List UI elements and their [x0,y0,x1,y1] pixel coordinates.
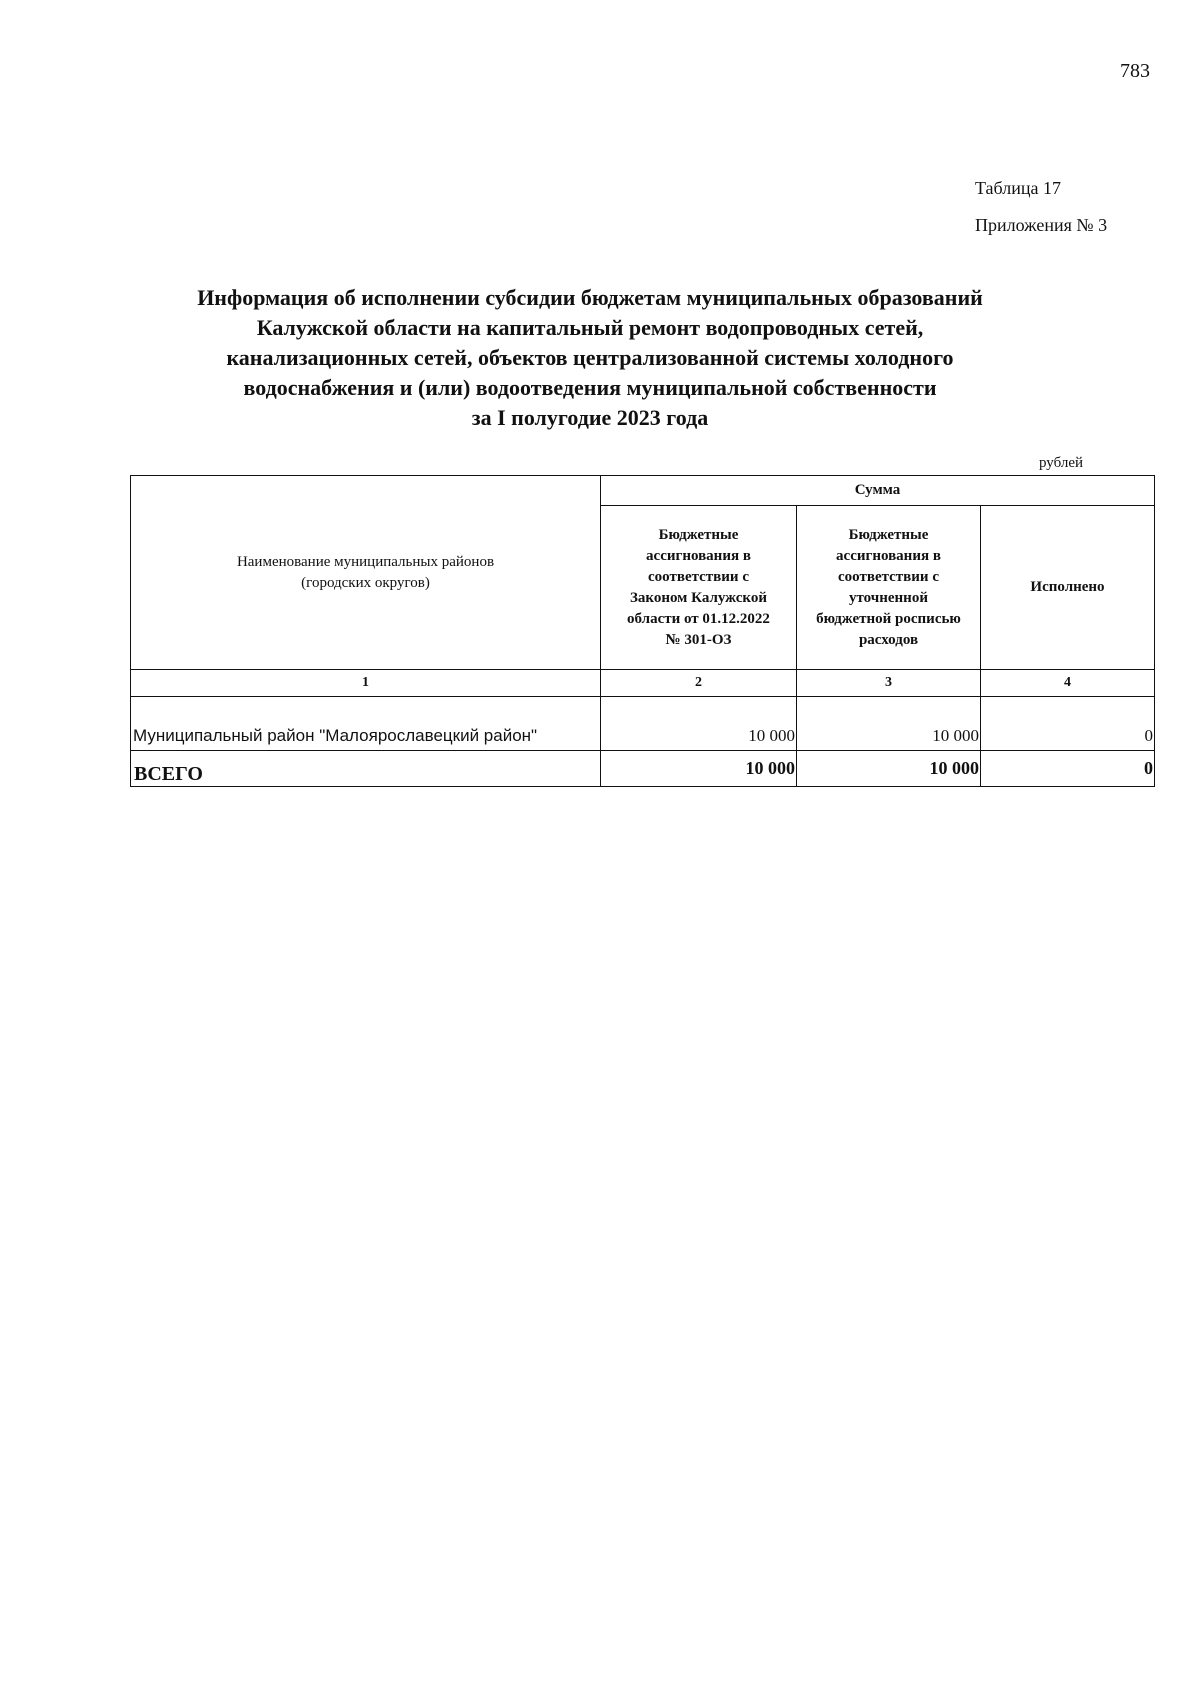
header-line: ассигнования в [836,547,941,564]
units-label: рублей [1039,455,1084,471]
total-label: ВСЕГО [131,751,601,787]
header-line: расходов [858,631,919,648]
header-line: Законом Калужской [629,589,768,606]
header-col-law-allocations [601,506,797,670]
header-line: соответствии с [648,568,749,585]
column-number: 1 [131,670,601,697]
table-row [131,697,1155,751]
header-line: соответствии с [838,568,939,585]
column-number: 3 [797,670,981,697]
header-group-sum: Сумма [601,476,1155,506]
header-name-line: (городских округов) [301,574,430,591]
document-title [130,283,1050,433]
executed-value: 0 [981,697,1155,751]
title-line: за I полугодие 2023 года [471,405,709,430]
column-number-row [131,670,1155,697]
header-line: № 301-ОЗ [665,631,732,648]
header-name-cell [131,476,601,670]
title-line: Информация об исполнении субсидии бюджетам муниципальных образований [197,285,983,310]
title-line: Калужской области на капитальный ремонт водопроводных сетей, [256,315,924,340]
header-line: бюджетной росписью [816,610,961,627]
total-law-allocation: 10 000 [601,751,797,787]
law-allocation-value: 10 000 [601,697,797,751]
total-refined-allocation: 10 000 [797,751,981,787]
header-row-group [131,476,1155,506]
header-name-line: Наименование муниципальных районов [236,553,495,570]
header-col-refined-allocations [797,506,981,670]
municipality-name: Муниципальный район "Малоярославецкий район" [131,697,601,751]
header-line: ассигнования в [646,547,751,564]
column-number: 2 [601,670,797,697]
header-line: Бюджетные [848,526,929,543]
report-table [130,475,1155,787]
title-line: канализационных сетей, объектов централизованной системы холодного [226,345,954,370]
refined-allocation-value: 10 000 [797,697,981,751]
header-line: уточненной [849,589,928,606]
header-line: Исполнено [1030,579,1105,595]
header-line: Бюджетные [658,526,739,543]
table-reference [975,170,1107,244]
table-number: Таблица 17 [975,178,1061,198]
title-line: водоснабжения и (или) водоотведения муниципальной собственности [243,375,937,400]
page-number: 783 [1120,60,1150,82]
total-row [131,751,1155,787]
column-number: 4 [981,670,1155,697]
appendix-number: Приложения № 3 [975,215,1108,235]
header-line: области от 01.12.2022 [627,610,770,627]
total-executed: 0 [981,751,1155,787]
header-col-executed [981,506,1155,670]
